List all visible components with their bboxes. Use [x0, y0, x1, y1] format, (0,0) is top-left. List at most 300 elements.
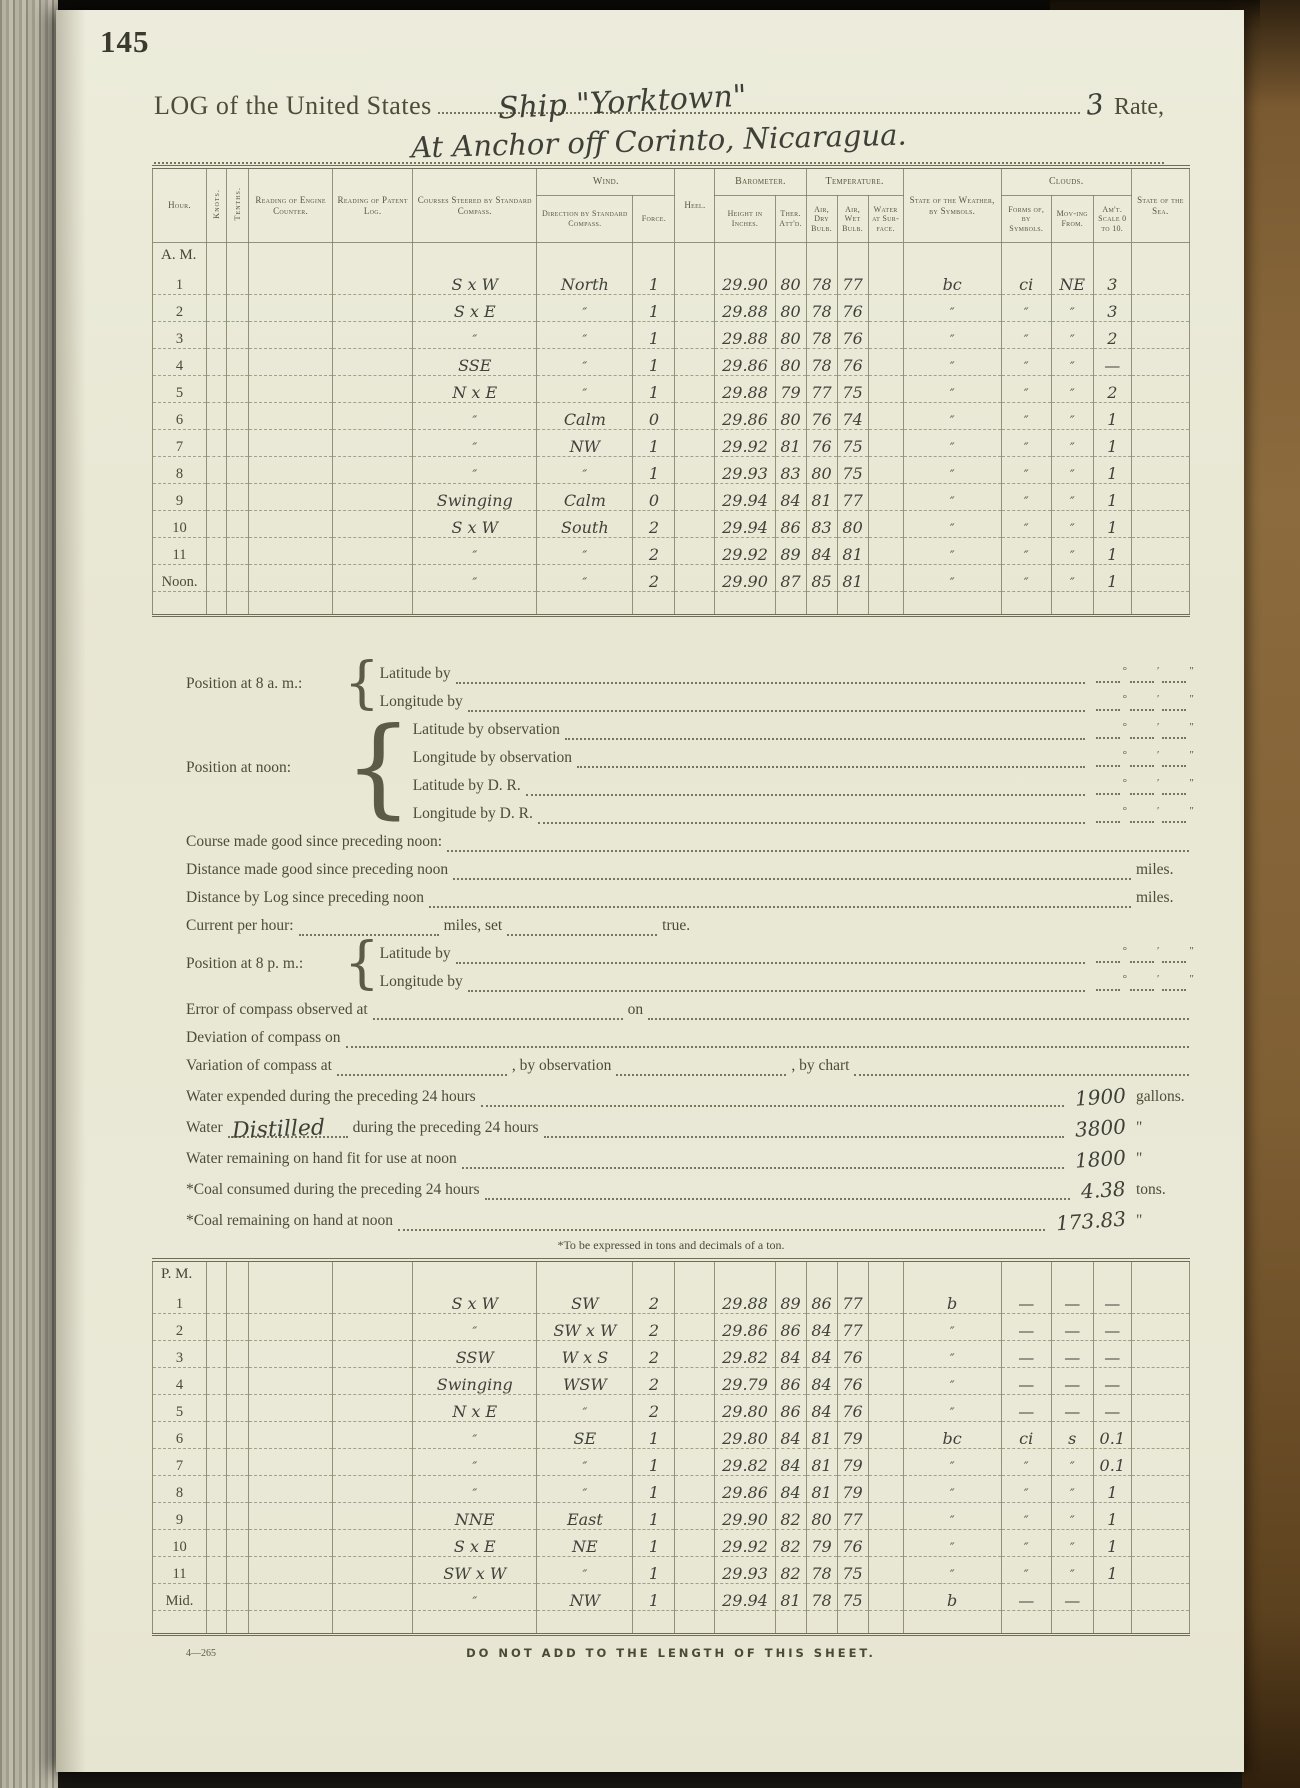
cell-sea	[1131, 1367, 1189, 1394]
cell-courses: Swinging	[413, 1367, 537, 1394]
cell-wsurf	[868, 1286, 903, 1313]
cell-patent	[333, 1448, 413, 1475]
cell-weather: bc	[903, 267, 1001, 294]
empty-cell	[1001, 1610, 1051, 1634]
cell-heel	[675, 1583, 715, 1610]
ditto-unit: "	[1136, 1150, 1143, 1167]
dotted-fill	[854, 1060, 1189, 1076]
cell-sea	[1131, 1340, 1189, 1367]
tons-unit: tons.	[1136, 1181, 1166, 1198]
cell-wet: 77	[837, 483, 868, 510]
position-noon-label: Position at noon:	[186, 759, 292, 776]
cell-wet: 81	[837, 537, 868, 564]
dotted-fill	[447, 836, 1189, 852]
empty-cell	[715, 243, 775, 268]
latitude-8am-label: Latitude by	[379, 665, 451, 682]
cell-knots	[207, 1502, 227, 1529]
cell-courses: Swinging	[413, 483, 537, 510]
cell-wsurf	[868, 537, 903, 564]
compass-deviation-label: Deviation of compass on	[186, 1029, 341, 1046]
col-header-bar-height: Height in Inches.	[715, 196, 775, 243]
cell-knots	[207, 294, 227, 321]
cell-courses: S x W	[413, 510, 537, 537]
cell-courses: S x W	[413, 267, 537, 294]
cell-ther: 80	[775, 348, 806, 375]
cell-patent	[333, 1529, 413, 1556]
cell-ther: 86	[775, 1367, 806, 1394]
dotted-fill	[456, 668, 1085, 684]
cell-hour: 8	[153, 456, 207, 483]
cell-tenths	[227, 348, 249, 375]
col-header-wind-direction: Direction by Standard Compass.	[537, 196, 633, 243]
cell-moving: ″	[1051, 375, 1093, 402]
cell-weather: ″	[903, 429, 1001, 456]
cell-force: 0	[633, 402, 675, 429]
cell-hour: 5	[153, 1394, 207, 1421]
cell-courses: S x W	[413, 1286, 537, 1313]
cell-patent	[333, 375, 413, 402]
cell-tenths	[227, 483, 249, 510]
cell-forms: —	[1001, 1313, 1051, 1340]
empty-cell	[537, 591, 633, 615]
cell-hour: Noon.	[153, 564, 207, 591]
cell-bar: 29.80	[715, 1394, 775, 1421]
cell-knots	[207, 483, 227, 510]
latitude-dr-label: Latitude by D. R.	[412, 777, 521, 794]
cell-bar: 29.90	[715, 267, 775, 294]
empty-cell	[837, 1610, 868, 1634]
cell-hour: 11	[153, 1556, 207, 1583]
coal-remaining-line	[152, 1200, 1194, 1236]
empty-cell	[633, 591, 675, 615]
cell-wet: 80	[837, 510, 868, 537]
pm-log-table	[152, 1258, 1190, 1636]
cell-dir: ″	[537, 1475, 633, 1502]
water-remaining-value-handwritten: 1800	[1074, 1145, 1127, 1173]
cell-forms: ci	[1001, 267, 1051, 294]
brace: {	[344, 650, 380, 716]
cell-moving: s	[1051, 1421, 1093, 1448]
compass-deviation-line	[152, 1020, 1194, 1048]
dotted-fill	[337, 1060, 507, 1076]
water-distilled-line	[152, 1107, 1194, 1144]
cell-forms: ″	[1001, 483, 1051, 510]
cell-wsurf	[868, 429, 903, 456]
empty-cell	[715, 1260, 775, 1286]
cell-weather: ″	[903, 510, 1001, 537]
cell-sea	[1131, 1529, 1189, 1556]
cell-wsurf	[868, 1502, 903, 1529]
empty-cell	[806, 243, 837, 268]
cell-tenths	[227, 1475, 249, 1502]
dms-blanks: ° ′ ″	[1094, 975, 1194, 992]
cell-wet: 76	[837, 1394, 868, 1421]
cell-heel	[675, 429, 715, 456]
coal-remaining-label: *Coal remaining on hand at noon	[186, 1212, 394, 1229]
miles-unit: miles.	[1136, 889, 1174, 906]
cell-forms: ″	[1001, 321, 1051, 348]
cell-force: 1	[633, 348, 675, 375]
col-header-clouds: Clouds.	[1001, 167, 1131, 196]
cell-knots	[207, 1421, 227, 1448]
cell-force: 2	[633, 537, 675, 564]
blank-row	[153, 591, 1190, 615]
dms-blanks: ° ′ ″	[1094, 751, 1194, 768]
cell-patent	[333, 1502, 413, 1529]
cell-ther: 89	[775, 1286, 806, 1313]
cell-sea	[1131, 429, 1189, 456]
cell-engine	[249, 564, 333, 591]
cell-dir: ″	[537, 294, 633, 321]
cell-moving: ″	[1051, 348, 1093, 375]
cell-engine	[249, 321, 333, 348]
log-row	[153, 1556, 1190, 1583]
cell-ther: 82	[775, 1529, 806, 1556]
cell-moving: —	[1051, 1313, 1093, 1340]
cell-weather: ″	[903, 1367, 1001, 1394]
empty-cell	[413, 1610, 537, 1634]
cell-heel	[675, 375, 715, 402]
cell-tenths	[227, 1502, 249, 1529]
cell-heel	[675, 321, 715, 348]
empty-cell	[333, 1610, 413, 1634]
cell-ther: 81	[775, 1583, 806, 1610]
cell-wet: 75	[837, 1583, 868, 1610]
cell-wet: 76	[837, 348, 868, 375]
cell-bar: 29.88	[715, 1286, 775, 1313]
cell-heel	[675, 348, 715, 375]
cell-forms: ci	[1001, 1421, 1051, 1448]
cell-amt: 1	[1093, 510, 1131, 537]
cell-wet: 79	[837, 1475, 868, 1502]
cell-forms: ″	[1001, 537, 1051, 564]
cell-dir: ″	[537, 348, 633, 375]
cell-patent	[333, 1340, 413, 1367]
cell-amt: —	[1093, 1340, 1131, 1367]
cell-hour: 7	[153, 429, 207, 456]
cell-dir: ″	[537, 1448, 633, 1475]
empty-cell	[1131, 1610, 1189, 1634]
cell-force: 2	[633, 1394, 675, 1421]
cell-wsurf	[868, 1421, 903, 1448]
cell-engine	[249, 456, 333, 483]
longitude-8pm-line	[380, 964, 1194, 992]
compass-error-line	[152, 992, 1194, 1020]
empty-cell	[675, 1260, 715, 1286]
cell-dir: North	[537, 267, 633, 294]
empty-cell	[633, 1260, 675, 1286]
cell-sea	[1131, 1394, 1189, 1421]
cell-wet: 74	[837, 402, 868, 429]
cell-tenths	[227, 294, 249, 321]
cell-sea	[1131, 1583, 1189, 1610]
latitude-8am-line	[380, 656, 1194, 684]
cell-hour: 11	[153, 537, 207, 564]
empty-cell	[249, 1610, 333, 1634]
latitude-8pm-line	[380, 936, 1194, 964]
log-row	[153, 294, 1190, 321]
col-header-sea-state: State of the Sea.	[1131, 167, 1189, 243]
during-24-hours-label: during the preceding 24 hours	[352, 1119, 539, 1136]
cell-weather: ″	[903, 1502, 1001, 1529]
cell-dir: ″	[537, 1556, 633, 1583]
cell-ther: 84	[775, 1421, 806, 1448]
cell-weather: b	[903, 1583, 1001, 1610]
current-true-label: true.	[662, 917, 691, 934]
cell-tenths	[227, 1556, 249, 1583]
empty-cell	[868, 1260, 903, 1286]
empty-cell	[837, 1260, 868, 1286]
log-row	[153, 510, 1190, 537]
col-header-knots: Knots.	[207, 167, 227, 243]
cell-bar: 29.90	[715, 564, 775, 591]
dotted-fill	[485, 1184, 1071, 1200]
cell-knots	[207, 510, 227, 537]
cell-sea	[1131, 1475, 1189, 1502]
empty-cell	[775, 1260, 806, 1286]
gallons-unit: gallons.	[1136, 1088, 1185, 1105]
cell-tenths	[227, 429, 249, 456]
cell-dir: ″	[537, 456, 633, 483]
cell-tenths	[227, 1340, 249, 1367]
dotted-fill	[346, 1032, 1189, 1048]
cell-dry: 78	[806, 348, 837, 375]
cell-ther: 89	[775, 537, 806, 564]
cell-engine	[249, 1475, 333, 1502]
cell-amt: —	[1093, 1367, 1131, 1394]
period-label: P. M.	[153, 1260, 207, 1286]
cell-hour: 9	[153, 1502, 207, 1529]
dms-blanks: ° ′ ″	[1094, 723, 1194, 740]
cell-hour: Mid.	[153, 1583, 207, 1610]
cell-bar: 29.88	[715, 321, 775, 348]
dotted-fill	[481, 1091, 1064, 1107]
cell-forms: ″	[1001, 375, 1051, 402]
col-header-courses: Courses Steered by Standard Compass.	[413, 167, 537, 243]
empty-cell	[413, 243, 537, 268]
cell-wsurf	[868, 402, 903, 429]
cell-weather: ″	[903, 1556, 1001, 1583]
cell-dry: 81	[806, 483, 837, 510]
cell-knots	[207, 267, 227, 294]
cell-amt: 3	[1093, 267, 1131, 294]
cell-tenths	[227, 1286, 249, 1313]
cell-dir: NW	[537, 429, 633, 456]
cell-courses: SW x W	[413, 1556, 537, 1583]
cell-wsurf	[868, 1529, 903, 1556]
cell-heel	[675, 1367, 715, 1394]
cell-hour: 3	[153, 321, 207, 348]
col-header-air-wet: Air, Wet Bulb.	[837, 196, 868, 243]
cell-dir: SE	[537, 1421, 633, 1448]
cell-courses: ″	[413, 402, 537, 429]
position-8pm-group	[152, 930, 1194, 996]
empty-cell	[207, 243, 227, 268]
cell-dry: 77	[806, 375, 837, 402]
page-stack-edge	[0, 0, 58, 1788]
cell-tenths	[227, 564, 249, 591]
cell-force: 1	[633, 1529, 675, 1556]
cell-patent	[333, 1394, 413, 1421]
cell-engine	[249, 1583, 333, 1610]
cell-wet: 75	[837, 375, 868, 402]
cell-patent	[333, 510, 413, 537]
current-per-hour-line	[152, 908, 1194, 936]
cell-weather: ″	[903, 1340, 1001, 1367]
log-row	[153, 1367, 1190, 1394]
cell-force: 2	[633, 1286, 675, 1313]
cell-sea	[1131, 1286, 1189, 1313]
cell-courses: ″	[413, 564, 537, 591]
cell-wet: 79	[837, 1421, 868, 1448]
cell-dry: 84	[806, 1394, 837, 1421]
cell-forms: ″	[1001, 1529, 1051, 1556]
cell-moving: ″	[1051, 1448, 1093, 1475]
cell-dry: 81	[806, 1448, 837, 1475]
cell-courses: ″	[413, 537, 537, 564]
blank-row	[153, 1610, 1190, 1634]
tons-footnote: *To be expressed in tons and decimals of a ton.	[557, 1238, 785, 1252]
cell-wsurf	[868, 1394, 903, 1421]
cell-forms: —	[1001, 1583, 1051, 1610]
cell-knots	[207, 321, 227, 348]
cell-engine	[249, 402, 333, 429]
cell-bar: 29.94	[715, 483, 775, 510]
empty-cell	[806, 591, 837, 615]
cell-knots	[207, 456, 227, 483]
cell-knots	[207, 1394, 227, 1421]
coal-consumed-line	[152, 1169, 1194, 1204]
cell-dir: ″	[537, 1394, 633, 1421]
brace: {	[344, 930, 380, 996]
cell-ther: 84	[775, 1448, 806, 1475]
cell-patent	[333, 267, 413, 294]
water-expended-line	[152, 1076, 1194, 1111]
empty-cell	[333, 591, 413, 615]
rate-label: Rate,	[1114, 94, 1164, 120]
cell-heel	[675, 1448, 715, 1475]
cell-ther: 82	[775, 1502, 806, 1529]
empty-cell	[675, 1610, 715, 1634]
cell-ther: 86	[775, 1394, 806, 1421]
water-remaining-label: Water remaining on hand fit for use at noon	[186, 1150, 457, 1167]
cell-dry: 81	[806, 1475, 837, 1502]
cell-sea	[1131, 267, 1189, 294]
empty-cell	[775, 243, 806, 268]
cell-courses: N x E	[413, 1394, 537, 1421]
cell-ther: 81	[775, 429, 806, 456]
distilled-handwritten: Distilled	[231, 1115, 326, 1144]
cell-amt: 2	[1093, 321, 1131, 348]
cell-amt: 1	[1093, 1502, 1131, 1529]
cell-forms: ″	[1001, 1475, 1051, 1502]
cell-heel	[675, 456, 715, 483]
cell-heel	[675, 483, 715, 510]
cell-patent	[333, 1475, 413, 1502]
cell-bar: 29.90	[715, 1502, 775, 1529]
cell-dir: Calm	[537, 402, 633, 429]
cell-engine	[249, 1502, 333, 1529]
cell-bar: 29.93	[715, 456, 775, 483]
cell-forms: ″	[1001, 294, 1051, 321]
cell-bar: 29.88	[715, 375, 775, 402]
cell-hour: 2	[153, 1313, 207, 1340]
vessel-name-handwritten: Ship "Yorktown"	[496, 78, 748, 127]
empty-cell	[903, 1260, 1001, 1286]
cell-hour: 7	[153, 1448, 207, 1475]
empty-cell	[227, 1260, 249, 1286]
cell-wsurf	[868, 294, 903, 321]
log-row	[153, 1313, 1190, 1340]
cell-moving: ″	[1051, 564, 1093, 591]
dms-blanks: ° ′ ″	[1094, 667, 1194, 684]
empty-cell	[806, 1260, 837, 1286]
cell-patent	[333, 294, 413, 321]
cell-tenths	[227, 402, 249, 429]
cell-dry: 84	[806, 1340, 837, 1367]
empty-cell	[1093, 1260, 1131, 1286]
empty-cell	[1131, 1260, 1189, 1286]
empty-cell	[868, 1610, 903, 1634]
dotted-fill	[462, 1153, 1064, 1169]
dotted-fill	[577, 752, 1085, 768]
empty-cell	[249, 591, 333, 615]
cell-knots	[207, 1367, 227, 1394]
position-8am-group	[152, 650, 1194, 716]
cell-moving: —	[1051, 1583, 1093, 1610]
cell-wet: 76	[837, 1367, 868, 1394]
cell-patent	[333, 402, 413, 429]
cell-moving: ″	[1051, 321, 1093, 348]
cell-dir: SW	[537, 1286, 633, 1313]
col-header-wind-force: Force.	[633, 196, 675, 243]
log-row	[153, 1583, 1190, 1610]
cell-wsurf	[868, 321, 903, 348]
empty-cell	[675, 591, 715, 615]
cell-weather: ″	[903, 456, 1001, 483]
cell-wsurf	[868, 1475, 903, 1502]
cell-patent	[333, 456, 413, 483]
cell-sea	[1131, 375, 1189, 402]
dotted-fill	[616, 1060, 786, 1076]
empty-cell	[227, 243, 249, 268]
cell-forms: ″	[1001, 348, 1051, 375]
dotted-fill	[507, 920, 657, 936]
longitude-8am-label: Longitude by	[379, 693, 463, 710]
dotted-fill	[429, 892, 1131, 908]
ditto-unit: "	[1136, 1119, 1143, 1136]
cell-weather: ″	[903, 537, 1001, 564]
cell-force: 1	[633, 294, 675, 321]
cell-hour: 3	[153, 1340, 207, 1367]
cell-patent	[333, 1421, 413, 1448]
cell-engine	[249, 1286, 333, 1313]
cell-dir: ″	[537, 321, 633, 348]
empty-cell	[207, 1260, 227, 1286]
col-header-temperature: Temperature.	[806, 167, 903, 196]
cell-sea	[1131, 321, 1189, 348]
cell-dir: Calm	[537, 483, 633, 510]
cell-sea	[1131, 510, 1189, 537]
cell-amt: 1	[1093, 402, 1131, 429]
cell-knots	[207, 402, 227, 429]
cell-weather: ″	[903, 483, 1001, 510]
water-label: Water	[186, 1119, 223, 1136]
cell-tenths	[227, 375, 249, 402]
cell-wsurf	[868, 1556, 903, 1583]
empty-cell	[633, 243, 675, 268]
cell-heel	[675, 564, 715, 591]
